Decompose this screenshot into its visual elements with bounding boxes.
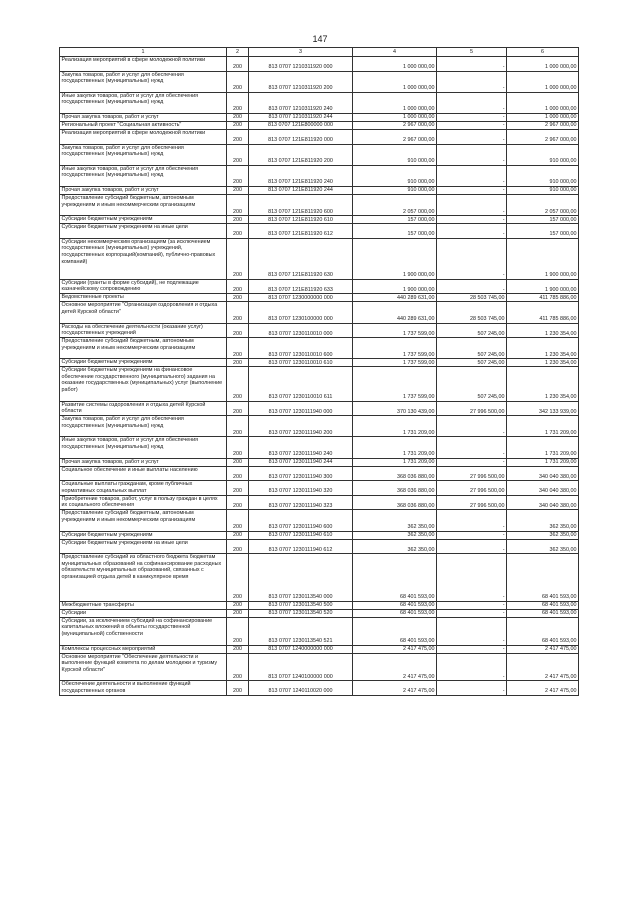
row-value6-cell: 362 350,00 (507, 539, 579, 554)
row-classification-code-cell: 813 0707 121Е811920 240 (249, 165, 353, 186)
row-classification-code-cell: 813 0707 121Е800000 000 (249, 121, 353, 129)
row-name-cell: Закупка товаров, работ и услуг для обеспечения государственных (муниципальных) нужд (60, 416, 227, 437)
row-name-cell: Закупка товаров, работ и услуг для обеспечения государственных (муниципальных) нужд (60, 144, 227, 165)
row-name-cell: Субсидии (60, 609, 227, 617)
row-code2-cell: 200 (227, 338, 249, 359)
row-value4-cell: 2 417 475,00 (353, 645, 437, 653)
row-value4-cell: 368 036 880,00 (353, 495, 437, 510)
table-row (60, 194, 579, 215)
row-value4-cell: 910 000,00 (353, 144, 437, 165)
row-value5-cell: - (437, 129, 507, 144)
row-value6-cell: 340 040 380,00 (507, 481, 579, 496)
row-code2-cell: 200 (227, 144, 249, 165)
row-classification-code-cell: 813 0707 1240100000 000 (249, 653, 353, 681)
row-name-cell: Социальное обеспечение и иные выплаты населению (60, 466, 227, 481)
row-classification-code-cell: 813 0707 121Е811920 200 (249, 144, 353, 165)
row-name-cell: Иные закупки товаров, работ и услуг для обеспечения государственных (муниципальных) нужд (60, 165, 227, 186)
row-code2-cell: 200 (227, 495, 249, 510)
row-classification-code-cell: 813 0707 1230111940 600 (249, 510, 353, 531)
row-value5-cell: - (437, 617, 507, 645)
row-code2-cell: 200 (227, 302, 249, 323)
row-value6-cell: 2 417 475,00 (507, 653, 579, 681)
row-value4-cell: 1 000 000,00 (353, 92, 437, 113)
row-value6-cell: 411 785 886,00 (507, 294, 579, 302)
row-name-cell: Предоставление субсидий бюджетным, автономным учреждениям и иным некоммерческим организациям (60, 510, 227, 531)
row-value4-cell: 362 350,00 (353, 539, 437, 554)
row-value5-cell: - (437, 539, 507, 554)
row-classification-code-cell: 813 0707 121Е811920 633 (249, 279, 353, 294)
row-name-cell: Прочая закупка товаров, работ и услуг (60, 458, 227, 466)
row-value6-cell: 1 230 354,00 (507, 338, 579, 359)
row-value4-cell: 1 000 000,00 (353, 57, 437, 72)
row-name-cell: Предоставление субсидий из областного бюджета бюджетам муниципальных образований на софинансирование расходных обязательств муниципальных образований, связанных с организацией отдыха детей в каникулярное время (60, 554, 227, 602)
row-code2-cell: 200 (227, 238, 249, 279)
row-value6-cell: 1 000 000,00 (507, 57, 579, 72)
row-value6-cell: 1 731 209,00 (507, 437, 579, 458)
row-value4-cell: 1 737 599,00 (353, 359, 437, 367)
row-value4-cell: 910 000,00 (353, 165, 437, 186)
row-code2-cell: 200 (227, 601, 249, 609)
row-code2-cell: 200 (227, 510, 249, 531)
table-row (60, 609, 579, 617)
row-classification-code-cell: 813 0707 1230110010 600 (249, 338, 353, 359)
row-value5-cell: - (437, 458, 507, 466)
row-name-cell: Социальные выплаты гражданам, кроме публичных нормативных социальных выплат (60, 481, 227, 496)
row-value6-cell: 411 785 886,00 (507, 302, 579, 323)
row-value6-cell: 157 000,00 (507, 224, 579, 239)
row-code2-cell: 200 (227, 617, 249, 645)
row-code2-cell: 200 (227, 609, 249, 617)
row-name-cell: Расходы на обеспечение деятельности (оказание услуг) государственных учреждений (60, 323, 227, 338)
row-code2-cell: 200 (227, 279, 249, 294)
table-row (60, 601, 579, 609)
row-name-cell: Обеспечение деятельности и выполнение функций государственных органов (60, 681, 227, 696)
table-row (60, 539, 579, 554)
row-value6-cell: 340 040 380,00 (507, 466, 579, 481)
row-code2-cell: 200 (227, 165, 249, 186)
row-value4-cell: 2 967 000,00 (353, 129, 437, 144)
row-value6-cell: 68 401 593,00 (507, 617, 579, 645)
table-row (60, 458, 579, 466)
row-value6-cell: 1 900 000,00 (507, 279, 579, 294)
row-value4-cell: 2 057 000,00 (353, 194, 437, 215)
row-classification-code-cell: 813 0707 1230111940 320 (249, 481, 353, 496)
row-classification-code-cell: 813 0707 121Е811920 000 (249, 129, 353, 144)
table-row (60, 57, 579, 72)
row-code2-cell: 200 (227, 323, 249, 338)
column-header: 2 (227, 48, 249, 57)
row-value6-cell: 1 900 000,00 (507, 238, 579, 279)
row-name-cell: Субсидии (гранты в форме субсидий), не подлежащие казначейскому сопровождению (60, 279, 227, 294)
row-classification-code-cell: 813 0707 1210311920 244 (249, 113, 353, 121)
row-name-cell: Субсидии, за исключением субсидий на софинансирование капитальных вложений в объекты государственной (муниципальной) собственности (60, 617, 227, 645)
row-name-cell: Комплексы процессных мероприятий (60, 645, 227, 653)
row-name-cell: Реализация мероприятий в сфере молодежной политики (60, 57, 227, 72)
row-name-cell: Основное мероприятие "Обеспечение деятельности и выполнение функций комитета по делам молодежи и туризму Курской области" (60, 653, 227, 681)
row-value5-cell: - (437, 279, 507, 294)
row-value5-cell: 27 996 500,00 (437, 401, 507, 416)
column-header: 5 (437, 48, 507, 57)
row-value5-cell: 507 245,00 (437, 359, 507, 367)
row-classification-code-cell: 813 0707 1240110020 000 (249, 681, 353, 696)
row-value4-cell: 440 289 631,00 (353, 294, 437, 302)
row-value6-cell: 1 000 000,00 (507, 71, 579, 92)
row-name-cell: Прочая закупка товаров, работ и услуг (60, 113, 227, 121)
table-row (60, 71, 579, 92)
row-value5-cell: - (437, 224, 507, 239)
row-name-cell: Прочая закупка товаров, работ и услуг (60, 186, 227, 194)
row-value4-cell: 68 401 593,00 (353, 617, 437, 645)
row-value6-cell: 2 417 475,00 (507, 681, 579, 696)
row-classification-code-cell: 813 0707 121Е811920 630 (249, 238, 353, 279)
row-value4-cell: 2 417 475,00 (353, 681, 437, 696)
table-row (60, 531, 579, 539)
table-row (60, 129, 579, 144)
row-name-cell: Иные закупки товаров, работ и услуг для обеспечения государственных (муниципальных) нужд (60, 92, 227, 113)
row-value5-cell: 507 245,00 (437, 338, 507, 359)
row-code2-cell: 200 (227, 554, 249, 602)
row-code2-cell: 200 (227, 57, 249, 72)
row-name-cell: Предоставление субсидий бюджетным, автономным учреждениям и иным некоммерческим организациям (60, 338, 227, 359)
table-row (60, 645, 579, 653)
row-classification-code-cell: 813 0707 1230113540 521 (249, 617, 353, 645)
row-classification-code-cell: 813 0707 121Е811920 244 (249, 186, 353, 194)
row-value4-cell: 68 401 593,00 (353, 601, 437, 609)
row-code2-cell: 200 (227, 71, 249, 92)
row-code2-cell: 200 (227, 466, 249, 481)
table-row (60, 466, 579, 481)
table-row (60, 510, 579, 531)
row-value6-cell: 2 417 475,00 (507, 645, 579, 653)
row-code2-cell: 200 (227, 481, 249, 496)
row-value6-cell: 1 000 000,00 (507, 92, 579, 113)
row-value4-cell: 157 000,00 (353, 216, 437, 224)
row-value5-cell: 507 245,00 (437, 367, 507, 401)
table-row (60, 323, 579, 338)
row-value5-cell: 507 245,00 (437, 323, 507, 338)
row-name-cell: Приобретение товаров, работ, услуг в пользу граждан в целях их социального обеспечения (60, 495, 227, 510)
row-code2-cell: 200 (227, 401, 249, 416)
row-name-cell: Субсидии бюджетным учреждениям (60, 359, 227, 367)
column-header: 1 (60, 48, 227, 57)
table-row (60, 216, 579, 224)
row-value5-cell: - (437, 71, 507, 92)
row-name-cell: Предоставление субсидий бюджетным, автономным учреждениям и иным некоммерческим организациям (60, 194, 227, 215)
row-classification-code-cell: 813 0707 1230113540 520 (249, 609, 353, 617)
row-classification-code-cell: 813 0707 1230110010 611 (249, 367, 353, 401)
row-value4-cell: 1 000 000,00 (353, 113, 437, 121)
row-code2-cell: 200 (227, 129, 249, 144)
row-code2-cell: 200 (227, 216, 249, 224)
row-value6-cell: 1 000 000,00 (507, 113, 579, 121)
row-classification-code-cell: 813 0707 1230111940 300 (249, 466, 353, 481)
row-classification-code-cell: 813 0707 1230113540 500 (249, 601, 353, 609)
row-classification-code-cell: 813 0707 1210311920 240 (249, 92, 353, 113)
row-classification-code-cell: 813 0707 1230111940 323 (249, 495, 353, 510)
row-code2-cell: 200 (227, 359, 249, 367)
row-value5-cell: - (437, 416, 507, 437)
row-value5-cell: - (437, 645, 507, 653)
row-classification-code-cell: 813 0707 1230000000 000 (249, 294, 353, 302)
row-name-cell: Региональный проект "Социальная активность" (60, 121, 227, 129)
table-row (60, 224, 579, 239)
table-row (60, 113, 579, 121)
row-value5-cell: - (437, 609, 507, 617)
row-code2-cell: 200 (227, 294, 249, 302)
row-value5-cell: - (437, 194, 507, 215)
row-classification-code-cell: 813 0707 1240000000 000 (249, 645, 353, 653)
table-row (60, 186, 579, 194)
row-classification-code-cell: 813 0707 1230111940 240 (249, 437, 353, 458)
row-code2-cell: 200 (227, 121, 249, 129)
row-value6-cell: 362 350,00 (507, 510, 579, 531)
row-value6-cell: 362 350,00 (507, 531, 579, 539)
table-row (60, 437, 579, 458)
row-value4-cell: 362 350,00 (353, 510, 437, 531)
row-classification-code-cell: 813 0707 121Е811920 610 (249, 216, 353, 224)
row-name-cell: Закупка товаров, работ и услуг для обеспечения государственных (муниципальных) нужд (60, 71, 227, 92)
column-header: 6 (507, 48, 579, 57)
row-value5-cell: - (437, 531, 507, 539)
row-value5-cell: - (437, 681, 507, 696)
row-value6-cell: 2 967 000,00 (507, 121, 579, 129)
header-row (60, 48, 579, 57)
row-name-cell: Субсидии бюджетным учреждениям на финансовое обеспечение государственного (муниципального) задания на оказание государственных (муниципальных) услуг (выполнение работ) (60, 367, 227, 401)
row-value4-cell: 2 417 475,00 (353, 653, 437, 681)
row-value6-cell: 1 230 354,00 (507, 323, 579, 338)
table-row (60, 92, 579, 113)
table-row (60, 338, 579, 359)
row-name-cell: Субсидии бюджетным учреждениям (60, 531, 227, 539)
table-row (60, 554, 579, 602)
table-row (60, 121, 579, 129)
row-value6-cell: 157 000,00 (507, 216, 579, 224)
row-value6-cell: 68 401 593,00 (507, 609, 579, 617)
row-name-cell: Иные закупки товаров, работ и услуг для обеспечения государственных (муниципальных) нужд (60, 437, 227, 458)
row-value4-cell: 68 401 593,00 (353, 609, 437, 617)
row-value4-cell: 2 967 000,00 (353, 121, 437, 129)
row-value6-cell: 1 230 354,00 (507, 359, 579, 367)
row-code2-cell: 200 (227, 224, 249, 239)
row-value4-cell: 1 737 599,00 (353, 338, 437, 359)
row-value5-cell: 27 996 500,00 (437, 481, 507, 496)
row-value6-cell: 342 133 939,00 (507, 401, 579, 416)
row-value5-cell: - (437, 216, 507, 224)
row-value5-cell: 28 503 745,00 (437, 294, 507, 302)
row-name-cell: Субсидии некоммерческим организациям (за исключением государственных (муниципальных) учреждений, государственных корпораций(компаний), публично-правовых компаний) (60, 238, 227, 279)
table-row (60, 238, 579, 279)
row-value4-cell: 362 350,00 (353, 531, 437, 539)
row-value5-cell: - (437, 121, 507, 129)
row-value4-cell: 910 000,00 (353, 186, 437, 194)
row-name-cell: Основное мероприятие "Организация оздоровления и отдыха детей Курской области" (60, 302, 227, 323)
row-value4-cell: 368 036 880,00 (353, 466, 437, 481)
table-row (60, 495, 579, 510)
table-row (60, 481, 579, 496)
table-row (60, 617, 579, 645)
row-classification-code-cell: 813 0707 1230111940 244 (249, 458, 353, 466)
row-code2-cell: 200 (227, 539, 249, 554)
row-classification-code-cell: 813 0707 1210311920 000 (249, 57, 353, 72)
row-value6-cell: 1 731 209,00 (507, 458, 579, 466)
row-classification-code-cell: 813 0707 1230111940 612 (249, 539, 353, 554)
table-row (60, 681, 579, 696)
row-classification-code-cell: 813 0707 1210311920 200 (249, 71, 353, 92)
row-name-cell: Реализация мероприятий в сфере молодежной политики (60, 129, 227, 144)
row-value6-cell: 910 000,00 (507, 144, 579, 165)
row-value5-cell: - (437, 144, 507, 165)
row-value6-cell: 2 967 000,00 (507, 129, 579, 144)
table-row (60, 416, 579, 437)
row-value4-cell: 1 737 599,00 (353, 323, 437, 338)
table-row (60, 653, 579, 681)
row-value5-cell: - (437, 437, 507, 458)
row-classification-code-cell: 813 0707 1230111940 000 (249, 401, 353, 416)
row-value5-cell: - (437, 186, 507, 194)
row-code2-cell: 200 (227, 531, 249, 539)
row-value5-cell: 28 503 745,00 (437, 302, 507, 323)
row-classification-code-cell: 813 0707 1230111940 200 (249, 416, 353, 437)
row-value6-cell: 1 230 354,00 (507, 367, 579, 401)
table-row (60, 302, 579, 323)
row-name-cell: Субсидии бюджетным учреждениям на иные цели (60, 539, 227, 554)
row-code2-cell: 200 (227, 645, 249, 653)
row-name-cell: Ведомственные проекты (60, 294, 227, 302)
row-value4-cell: 1 000 000,00 (353, 71, 437, 92)
row-value4-cell: 1 731 209,00 (353, 458, 437, 466)
row-classification-code-cell: 813 0707 121Е811920 612 (249, 224, 353, 239)
row-code2-cell: 200 (227, 437, 249, 458)
budget-table (59, 47, 579, 696)
row-classification-code-cell: 813 0707 1230100000 000 (249, 302, 353, 323)
row-code2-cell: 200 (227, 186, 249, 194)
row-value4-cell: 370 130 439,00 (353, 401, 437, 416)
row-classification-code-cell: 813 0707 1230111940 610 (249, 531, 353, 539)
row-value5-cell: - (437, 653, 507, 681)
row-value5-cell: - (437, 554, 507, 602)
row-value5-cell: - (437, 510, 507, 531)
row-value6-cell: 2 057 000,00 (507, 194, 579, 215)
row-value4-cell: 1 737 599,00 (353, 367, 437, 401)
row-value5-cell: - (437, 238, 507, 279)
row-classification-code-cell: 813 0707 1230110010 610 (249, 359, 353, 367)
row-name-cell: Субсидии бюджетным учреждениям на иные цели (60, 224, 227, 239)
row-code2-cell: 200 (227, 367, 249, 401)
row-classification-code-cell: 813 0707 1230110010 000 (249, 323, 353, 338)
row-value6-cell: 340 040 380,00 (507, 495, 579, 510)
row-value4-cell: 157 000,00 (353, 224, 437, 239)
row-value5-cell: - (437, 113, 507, 121)
table-row (60, 401, 579, 416)
row-value4-cell: 1 900 000,00 (353, 238, 437, 279)
row-value5-cell: 27 996 500,00 (437, 495, 507, 510)
row-value6-cell: 1 731 209,00 (507, 416, 579, 437)
row-code2-cell: 200 (227, 194, 249, 215)
row-code2-cell: 200 (227, 113, 249, 121)
row-value4-cell: 440 289 631,00 (353, 302, 437, 323)
row-value4-cell: 68 401 593,00 (353, 554, 437, 602)
row-name-cell: Межбюджетные трансферты (60, 601, 227, 609)
row-code2-cell: 200 (227, 653, 249, 681)
row-code2-cell: 200 (227, 416, 249, 437)
table-row (60, 359, 579, 367)
table-row (60, 294, 579, 302)
row-value5-cell: - (437, 57, 507, 72)
row-value5-cell: - (437, 601, 507, 609)
row-value4-cell: 1 731 209,00 (353, 416, 437, 437)
row-classification-code-cell: 813 0707 121Е811920 600 (249, 194, 353, 215)
row-value5-cell: 27 996 500,00 (437, 466, 507, 481)
row-value6-cell: 910 000,00 (507, 186, 579, 194)
row-classification-code-cell: 813 0707 1230113540 000 (249, 554, 353, 602)
table-row (60, 144, 579, 165)
table-row (60, 165, 579, 186)
row-value5-cell: - (437, 165, 507, 186)
row-code2-cell: 200 (227, 92, 249, 113)
page-number: 147 (312, 34, 328, 44)
row-value4-cell: 368 036 880,00 (353, 481, 437, 496)
column-header: 3 (249, 48, 353, 57)
row-value6-cell: 910 000,00 (507, 165, 579, 186)
row-value6-cell: 68 401 593,00 (507, 554, 579, 602)
table-row (60, 367, 579, 401)
row-value4-cell: 1 900 000,00 (353, 279, 437, 294)
row-value4-cell: 1 731 209,00 (353, 437, 437, 458)
table-row (60, 279, 579, 294)
row-value6-cell: 68 401 593,00 (507, 601, 579, 609)
column-header: 4 (353, 48, 437, 57)
row-value5-cell: - (437, 92, 507, 113)
row-code2-cell: 200 (227, 458, 249, 466)
row-name-cell: Развитие системы оздоровления и отдыха детей Курской области (60, 401, 227, 416)
row-name-cell: Субсидии бюджетным учреждениям (60, 216, 227, 224)
row-code2-cell: 200 (227, 681, 249, 696)
